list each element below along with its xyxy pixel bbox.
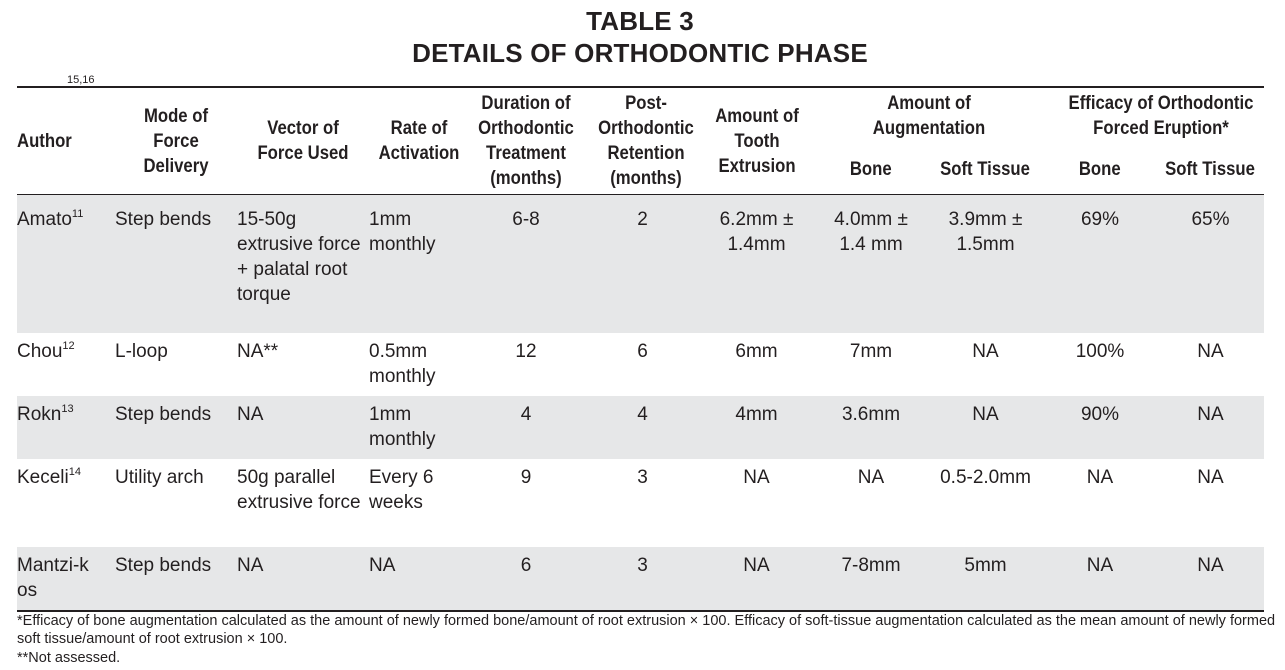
aug-bone-cell: 4.0mm ± 1.4 mm xyxy=(814,195,928,333)
aug-bone-cell: 7-8mm xyxy=(814,547,928,611)
extrusion-cell: 6mm xyxy=(735,340,778,362)
table-header xyxy=(17,87,1264,195)
eff-bone-cell: 100% xyxy=(1075,340,1125,362)
extrusion-cell: 4mm xyxy=(699,396,814,459)
rate-cell: 1mm monthly xyxy=(369,396,466,459)
aug-bone-cell: 3.6mm xyxy=(814,396,928,459)
extrusion-cell: NA xyxy=(699,547,814,611)
mode-cell: Utility arch xyxy=(115,466,204,488)
table-row xyxy=(17,547,1264,611)
vector-cell: NA xyxy=(237,547,369,611)
mode-cell: Step bends xyxy=(115,396,237,459)
eff-soft-cell: NA xyxy=(1197,340,1224,362)
rate-cell: 0.5mm monthly xyxy=(369,340,436,387)
eff-soft-cell: NA xyxy=(1197,466,1224,488)
duration-cell: 9 xyxy=(520,466,532,488)
retention-cell: 3 xyxy=(586,547,699,611)
eff-bone-cell: NA xyxy=(1043,547,1157,611)
table-title: TABLE 3 xyxy=(586,6,694,36)
header-vector: Vector of Force Used xyxy=(257,118,349,164)
mode-cell: L-loop xyxy=(115,340,168,362)
extrusion-cell: 6.2mm ± 1.4mm xyxy=(699,195,814,333)
footnote-efficacy: *Efficacy of bone augmentation calculated as the amount of newly formed bone/amount of root extrusion × 100. Efficacy of soft-tissue augmentation calculated as the mean amount of newly formed soft tissue/amount of root extrusion × 100. xyxy=(17,613,1276,647)
rate-cell: 1mm monthly xyxy=(369,195,466,333)
eff-soft-cell: NA xyxy=(1157,547,1264,611)
header-rate: Rate of Activation xyxy=(378,118,460,164)
footnote-not-assessed: **Not assessed. xyxy=(17,650,121,666)
aug-soft-cell: 5mm xyxy=(928,547,1043,611)
eff-bone-cell: 69% xyxy=(1043,195,1157,333)
rate-cell: Every 6 weeks xyxy=(369,466,434,513)
retention-cell: 4 xyxy=(586,396,699,459)
vector-cell: 50g parallel extrusive force xyxy=(237,466,361,513)
vector-cell: NA** xyxy=(237,340,279,362)
author-cell: Keceli$^{14}$ xyxy=(17,465,81,488)
orthodontic-phase-table xyxy=(17,74,1264,612)
retention-cell: 3 xyxy=(637,466,648,488)
header-eff-bone: Bone xyxy=(1079,158,1121,180)
vector-cell: 15-50g extrusive force + palatal root torque xyxy=(237,195,369,333)
author-cell: Mantzi-kos 15,16 xyxy=(17,547,115,611)
table-row xyxy=(17,333,1264,396)
header-eff-soft-tissue: Soft Tissue xyxy=(1165,158,1256,180)
duration-cell: 6 xyxy=(466,547,586,611)
duration-cell: 4 xyxy=(466,396,586,459)
author-cell: Rokn$^{13}$ xyxy=(17,396,115,459)
author-cell: Amato$^{11}$ xyxy=(17,195,115,333)
eff-bone-cell: NA xyxy=(1086,466,1114,488)
table-row xyxy=(17,396,1264,459)
retention-cell: 2 xyxy=(586,195,699,333)
aug-soft-cell: NA xyxy=(928,396,1043,459)
aug-bone-cell: NA xyxy=(857,466,885,488)
aug-soft-cell: 0.5-2.0mm xyxy=(940,466,1031,488)
retention-cell: 6 xyxy=(637,340,648,362)
aug-soft-cell: 3.9mm ± 1.5mm xyxy=(928,195,1043,333)
rate-cell: NA xyxy=(369,547,466,611)
mode-cell: Step bends xyxy=(115,195,237,333)
header-augmentation: Amount of Augmentation xyxy=(872,93,985,139)
table-row xyxy=(17,459,1264,547)
header-mode: Mode of Force Delivery xyxy=(143,105,209,177)
header-extrusion: Amount of Tooth Extrusion xyxy=(714,105,799,177)
author-cell: Chou$^{12}$ xyxy=(17,339,75,362)
vector-cell: NA xyxy=(237,396,369,459)
table-row xyxy=(17,195,1264,333)
aug-bone-cell: 7mm xyxy=(849,340,893,362)
header-author: Author xyxy=(17,130,72,152)
mode-cell: Step bends xyxy=(115,547,237,611)
duration-cell: 6-8 xyxy=(466,195,586,333)
extrusion-cell: NA xyxy=(743,466,770,488)
header-aug-bone: Bone xyxy=(850,158,892,180)
eff-soft-cell: NA xyxy=(1157,396,1264,459)
duration-cell: 12 xyxy=(515,340,537,362)
eff-soft-cell: 65% xyxy=(1157,195,1264,333)
table-subtitle: DETAILS OF ORTHODONTIC PHASE xyxy=(412,38,868,68)
header-duration: Duration of Orthodontic Treatment (months) xyxy=(478,93,574,189)
header-retention: Post-Orthodontic Retention (months) xyxy=(598,93,694,189)
header-aug-soft-tissue: Soft Tissue xyxy=(940,158,1031,180)
header-efficacy: Efficacy of Orthodontic Forced Eruption* xyxy=(1068,93,1254,139)
eff-bone-cell: 90% xyxy=(1043,396,1157,459)
aug-soft-cell: NA xyxy=(972,340,999,362)
